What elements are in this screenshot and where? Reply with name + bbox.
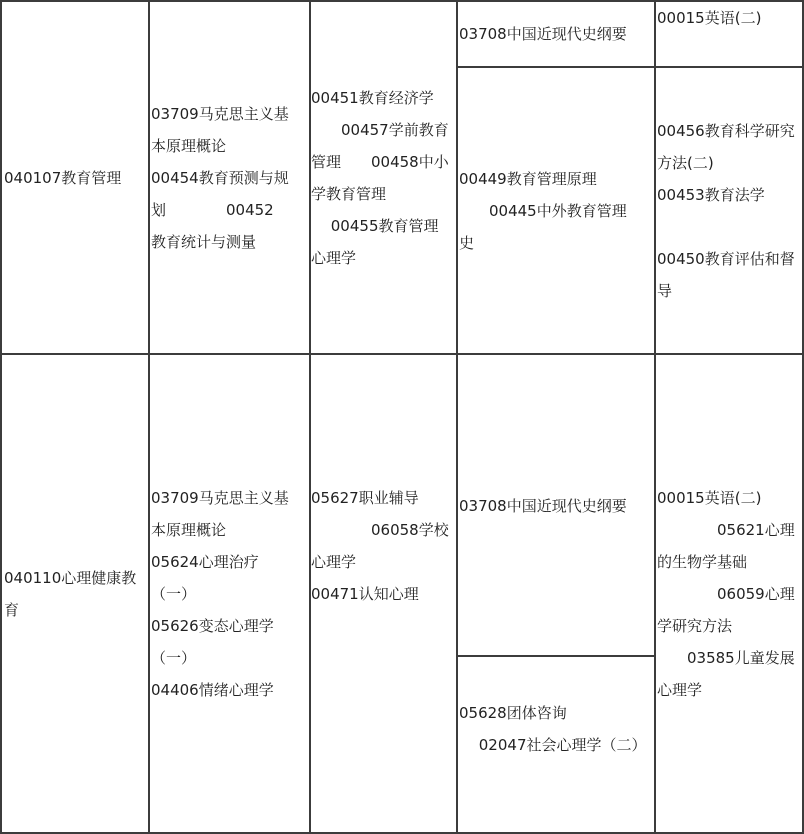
table-col-divider (148, 0, 150, 834)
course-line: 05627职业辅导 (311, 489, 419, 507)
course-line: 03585儿童发展 (657, 649, 795, 667)
course-line: 导 (657, 282, 673, 300)
course-cell-col2 (311, 482, 449, 610)
table-subrow-divider (456, 66, 804, 68)
course-cell-col1 (151, 98, 289, 258)
table-border-left (0, 0, 2, 834)
course-line: 00450教育评估和督 (657, 250, 795, 268)
table-subrow-divider (456, 655, 656, 657)
course-cell-col4-bottom (657, 115, 795, 307)
course-cell-col3-bottom (459, 163, 627, 259)
course-line: 05624心理治疗 (151, 553, 259, 571)
course-line: 学教育管理 (311, 185, 387, 203)
course-line: 的生物学基础 (657, 553, 748, 571)
course-line: 05628团体咨询 (459, 704, 567, 722)
table-col-divider (456, 0, 458, 834)
course-line: 00454教育预测与规 (151, 169, 289, 187)
course-cell-col4-top (657, 2, 761, 34)
course-line: 划 00452 (151, 201, 274, 219)
course-line: 00445中外教育管理 (459, 202, 627, 220)
course-line: 00456教育科学研究 (657, 122, 795, 140)
course-cell-col3-top (459, 18, 627, 50)
course-line: 06059心理 (657, 585, 795, 603)
course-line: 管理 00458中小 (311, 153, 449, 171)
course-line: 05621心理 (657, 521, 795, 539)
course-cell-col2 (311, 82, 449, 274)
course-line: 00453教育法学 (657, 186, 765, 204)
course-line: 00015英语(二) (657, 9, 762, 27)
course-line: 03708中国近现代史纲要 (459, 25, 627, 43)
course-line: 教育统计与测量 (151, 233, 257, 251)
course-line: 03708中国近现代史纲要 (459, 497, 627, 515)
course-line: 05626变态心理学 (151, 617, 274, 635)
course-cell-col3-top (459, 490, 627, 522)
course-line: 心理学 (311, 553, 357, 571)
course-line: 00449教育管理原理 (459, 170, 597, 188)
course-line: 00455教育管理 (311, 217, 439, 235)
course-line: 本原理概论 (151, 521, 227, 539)
course-line: 03709马克思主义基 (151, 105, 289, 123)
course-cell-col4 (657, 482, 795, 706)
course-line: 学研究方法 (657, 617, 733, 635)
course-line: 00471认知心理 (311, 585, 419, 603)
course-line: 04406情绪心理学 (151, 681, 274, 699)
course-cell-col3-bottom (459, 697, 647, 761)
major-code-cell: 040110心理健康教 育 (4, 569, 137, 619)
course-cell-col1 (151, 482, 289, 706)
course-line: 00457学前教育 (311, 121, 449, 139)
course-line: 心理学 (657, 681, 703, 699)
table-row-divider (0, 353, 804, 355)
course-line: 方法(二) (657, 154, 714, 172)
course-line: 心理学 (311, 249, 357, 267)
course-line: 史 (459, 234, 475, 252)
course-line: （一） (151, 649, 197, 667)
course-line: 00015英语(二) (657, 489, 762, 507)
major-code-cell: 040107教育管理 (4, 169, 122, 187)
course-line: 03709马克思主义基 (151, 489, 289, 507)
course-line: 02047社会心理学（二） (459, 736, 647, 754)
course-line (657, 211, 795, 243)
course-line: 00451教育经济学 (311, 89, 434, 107)
table-col-divider (654, 0, 656, 834)
course-line: 本原理概论 (151, 137, 227, 155)
course-line: 06058学校 (311, 521, 449, 539)
course-line: （一） (151, 585, 197, 603)
